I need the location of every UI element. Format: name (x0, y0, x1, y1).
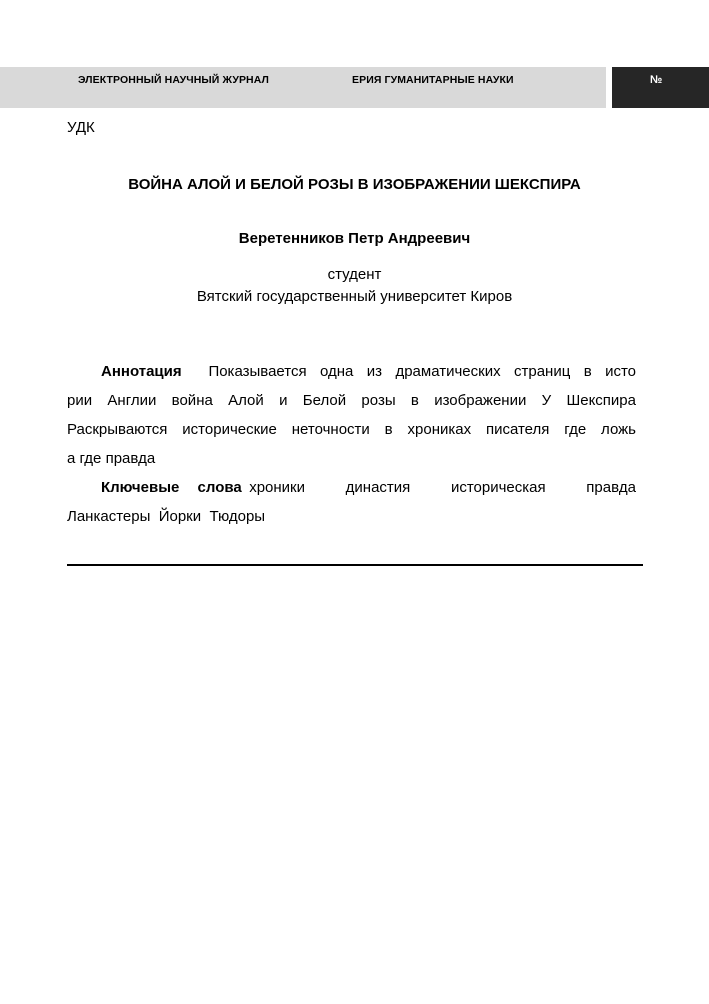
keywords-line-2: Ланкастеры Йорки Тюдоры (67, 508, 266, 525)
horizontal-rule (67, 564, 643, 566)
journal-name: ЭЛЕКТРОННЫЙ НАУЧНЫЙ ЖУРНАЛ (78, 74, 270, 86)
annotation-line-2: рии Англии война Алой и Белой розы в изображении У Шекспира (67, 392, 636, 409)
article-title: ВОЙНА АЛОЙ И БЕЛОЙ РОЗЫ В ИЗОБРАЖЕНИИ ШЕКСПИРА (128, 176, 581, 193)
author-university: Вятский государственный университет Киров (196, 288, 513, 305)
annotation-block (67, 357, 636, 473)
author-position: студент (327, 266, 382, 283)
udk-label: УДК (67, 119, 95, 136)
keywords-block (67, 473, 636, 531)
annotation-text-1: Показывается одна из драматических страниц в исто (208, 363, 636, 380)
journal-series: ЕРИЯ ГУМАНИТАРНЫЕ НАУКИ (352, 74, 514, 86)
keywords-label: Ключевые слова (101, 479, 242, 496)
issue-number-label: № (650, 74, 663, 86)
keywords-text-1: хроники династия историческая правда (249, 479, 636, 496)
keywords-line-1 (67, 473, 636, 502)
annotation-line-1 (67, 357, 636, 386)
annotation-label: Аннотация (101, 363, 182, 380)
author-name: Веретенников Петр Андреевич (238, 230, 471, 247)
annotation-line-3: Раскрываются исторические неточности в хрониках писателя где ложь (67, 421, 636, 438)
annotation-line-4: а где правда (67, 450, 156, 467)
